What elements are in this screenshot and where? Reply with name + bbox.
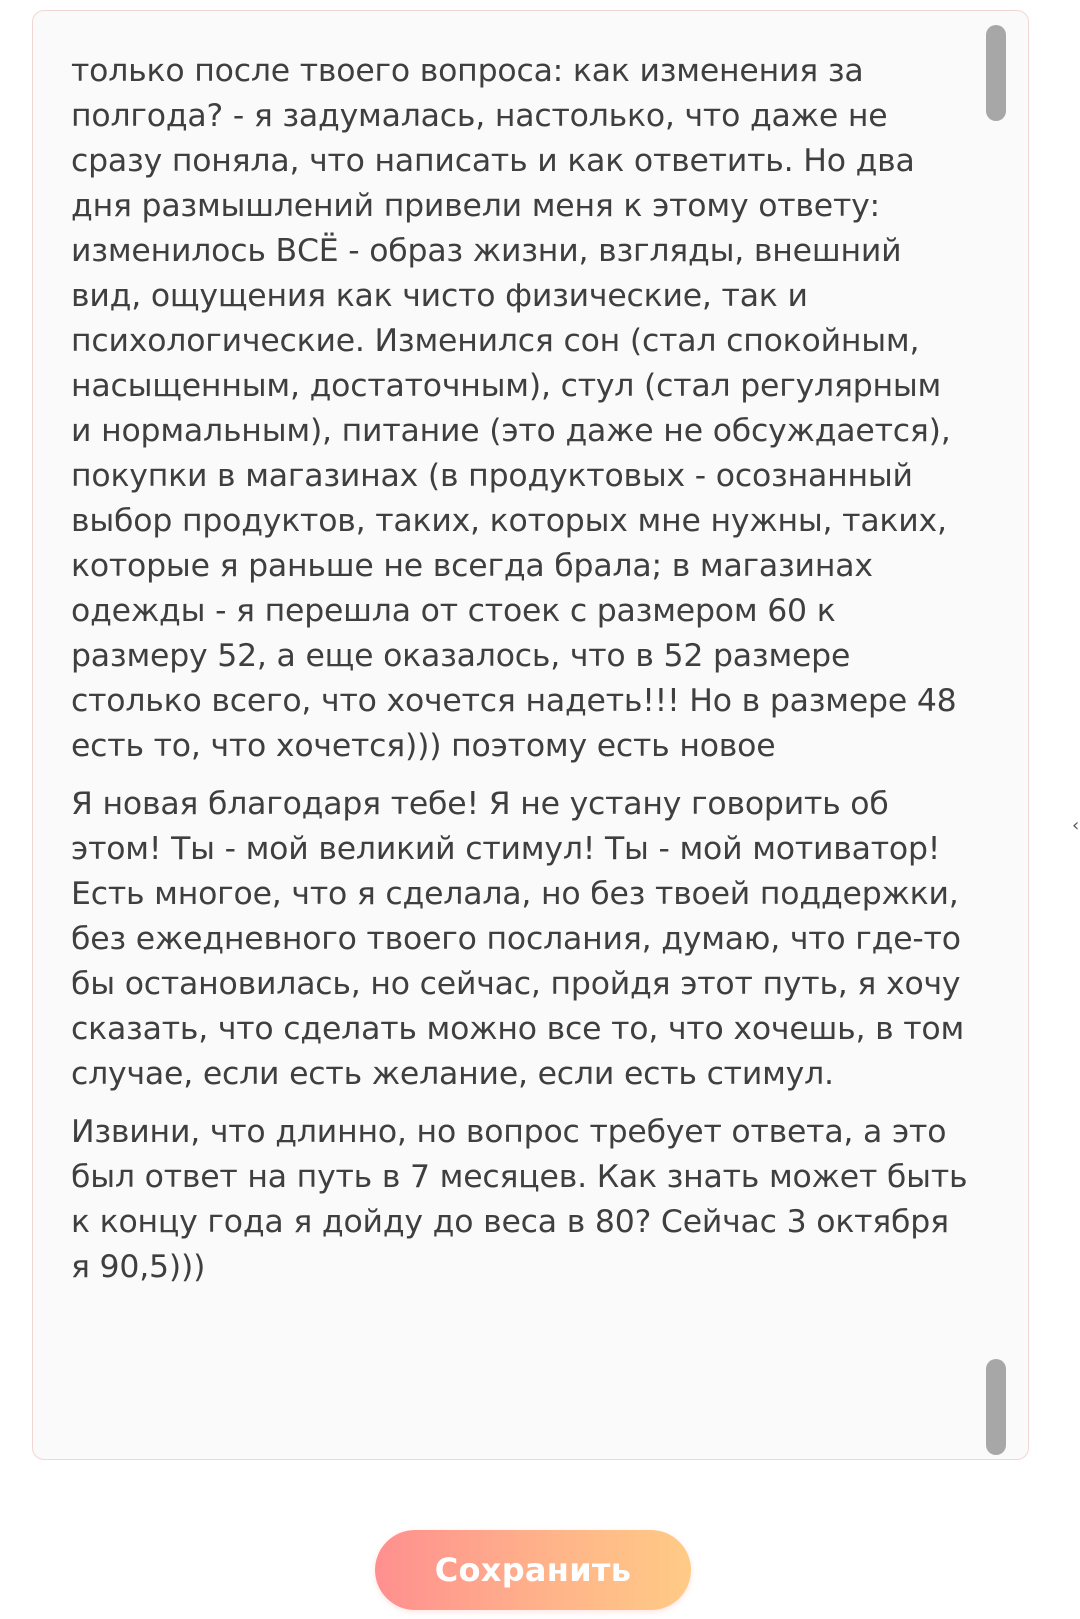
scrollbar-thumb-bottom[interactable] — [986, 1359, 1006, 1455]
paragraph-3: Извини, что длинно, но вопрос требует ответа, а это был ответ на путь в 7 месяцев. Как знать может быть к концу года я дойду до веса в 80? Сейчас 3 октября я 90,5))) — [71, 1114, 968, 1285]
save-button[interactable]: Сохранить — [375, 1530, 691, 1610]
scrollbar[interactable] — [986, 25, 1006, 1455]
scrollbar-thumb-top[interactable] — [986, 25, 1006, 121]
answer-textarea[interactable] — [32, 10, 1029, 1460]
answer-text[interactable] — [71, 49, 971, 1303]
paragraph-1: только после твоего вопроса: как изменения за полгода? - я задумалась, настолько, что даже не сразу поняла, что написать и как ответить. Но два дня размышлений привели меня к этому ответу: изменилось ВСЁ - образ жизни, взгляды, внешний вид, ощущения как чисто физические, так и психологические. Изменился сон (стал спокойным, насыщенным, достаточным), стул (стал регулярным и нормальным), питание (это даже не обсуждается), покупки в магазинах (в продуктовых - осознанный выбор продуктов, таких, которых мне нужны, таких, которые я раньше не всегда брала; в магазинах одежды - я перешла от стоек с размером 60 к размеру 52, а еще оказалось, что в 52 размере столько всего, что хочется надеть!!! Но в размере 48 есть то, что хочется))) поэтому есть новое — [71, 53, 957, 764]
paragraph-2: Я новая благодаря тебе! Я не устану говорить об этом! Ты - мой великий стимул! Ты - мой мотиватор! Есть многое, что я сделала, но без твоей поддержки, без ежедневного твоего послания, думаю, что где-то бы остановилась, но сейчас, пройдя этот путь, я хочу сказать, что сделать можно все то, что хочешь, в том случае, если есть желание, если есть стимул. — [71, 786, 965, 1092]
edge-arrow-icon: ‹ — [1072, 816, 1080, 836]
